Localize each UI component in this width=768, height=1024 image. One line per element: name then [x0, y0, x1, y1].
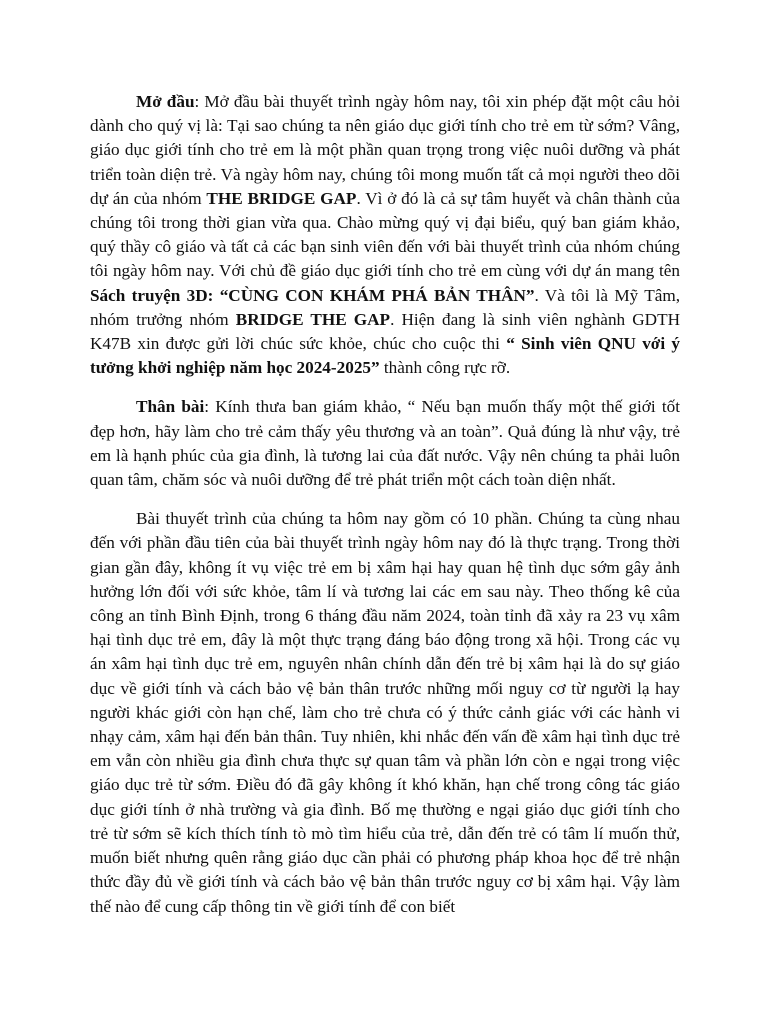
project-name: Sách truyện 3D: “CÙNG CON KHÁM PHÁ BẢN THÂN”: [90, 285, 535, 305]
intro-text: . Và tôi là Mỹ Tâm, nhóm trưởng nhóm: [90, 285, 680, 329]
intro-paragraph: [90, 90, 680, 380]
intro-heading: Mở đầu: [136, 92, 195, 111]
intro-text: thành công rực rỡ.: [379, 358, 511, 378]
group-name: BRIDGE THE GAP: [235, 309, 391, 329]
situation-paragraph: Bài thuyết trình của chúng ta hôm nay gồm có 10 phần. Chúng ta cùng nhau đến với phần đầu tiên của bài thuyết trình ngày hôm nay đó là thực trạng. Trong thời gian gần đây, không ít vụ việc trẻ em bị xâm hại hay quan hệ tình dục sớm gây ảnh hưởng lớn đối với sức khỏe, tâm lí và tương lai các em sau này. Theo thống kê của công an tỉnh Bình Định, trong 6 tháng đầu năm 2024, toàn tỉnh đã xảy ra 23 vụ xâm hại tình dục trẻ em, đây là một thực trạng đáng báo động trong xã hội. Trong các vụ án xâm hại tình dục trẻ em, nguyên nhân chính dẫn đến trẻ bị xâm hại là do sự giáo dục về giới tính và cách bảo vệ bản thân trước những mối nguy cơ từ người lạ hay người khác giới còn hạn chế, làm cho trẻ chưa có ý thức cảnh giác với các hành vi nhạy cảm, xâm hại đến bản thân. Tuy nhiên, khi nhắc đến vấn đề xâm hại tình dục trẻ em vẫn còn nhiều gia đình chưa thực sự quan tâm và phần lớn còn e ngại trong việc giáo dục trẻ từ sớm. Điều đó đã gây không ít khó khăn, hạn chế trong công tác giáo dục giới tính ở nhà trường và gia đình. Bố mẹ thường e ngại giáo dục giới tính cho trẻ từ sớm sẽ kích thích tính tò mò tìm hiểu của trẻ, dẫn đến trẻ có tâm lí muốn thử, muốn biết nhưng quên rằng giáo dục cần phải có phương pháp khoa học để trẻ nhận thức đầy đủ về giới tính và cách bảo vệ bản thân trước nguy cơ bị xâm hại. Vậy làm thế nào để cung cấp thông tin về giới tính để con biết: [90, 509, 680, 916]
group-name: THE BRIDGE GAP: [206, 188, 357, 208]
intro-text: . Vì ở đó là cả sự tâm huyết và chân thành của chúng tôi trong thời gian vừa qua. Chào mừng quý vị đại biểu, quý ban giám khảo, quý thầy cô giáo và tất cả các bạn sinh viên đến với bài thuyết trình của nhóm chúng tôi ngày hôm nay. Với chủ đề giáo dục giới tính cho trẻ em cùng với dự án mang tên: [90, 188, 681, 281]
intro-text: : Mở đầu bài thuyết trình ngày hôm nay, tôi xin phép đặt một câu hỏi dành cho quý vị là: Tại sao chúng ta nên giáo dục giới tính cho trẻ em từ sớm? Vâng, giáo dục giới tính cho trẻ em là một phần quan trọng trong việc nuôi dưỡng và phát triển toàn diện trẻ. Và ngày hôm nay, chúng tôi mong muốn tất cả mọi người theo dõi dự án của nhóm: [90, 92, 680, 208]
intro-text: . Hiện đang là sinh viên nghành GDTH K47B xin được gửi lời chúc sức khỏe, chúc cho cuộc thi: [90, 309, 680, 354]
body-text: : Kính thưa ban giám khảo, “ Nếu bạn muốn thấy một thế giới tốt đẹp hơn, hãy làm cho trẻ cảm thấy yêu thương và an toàn”. Quả đúng là như vậy, trẻ em là hạnh phúc của gia đình, là tương lai của đất nước. Vậy nên chúng ta phải luôn quan tâm, chăm sóc và nuôi dưỡng để trẻ phát triển một cách toàn diện nhất.: [90, 397, 680, 490]
contest-name: “ Sinh viên QNU với ý tưởng khởi nghiệp năm học 2024-2025”: [90, 334, 680, 378]
body-paragraph: [90, 395, 680, 492]
body-heading: Thân bài: [136, 397, 205, 417]
